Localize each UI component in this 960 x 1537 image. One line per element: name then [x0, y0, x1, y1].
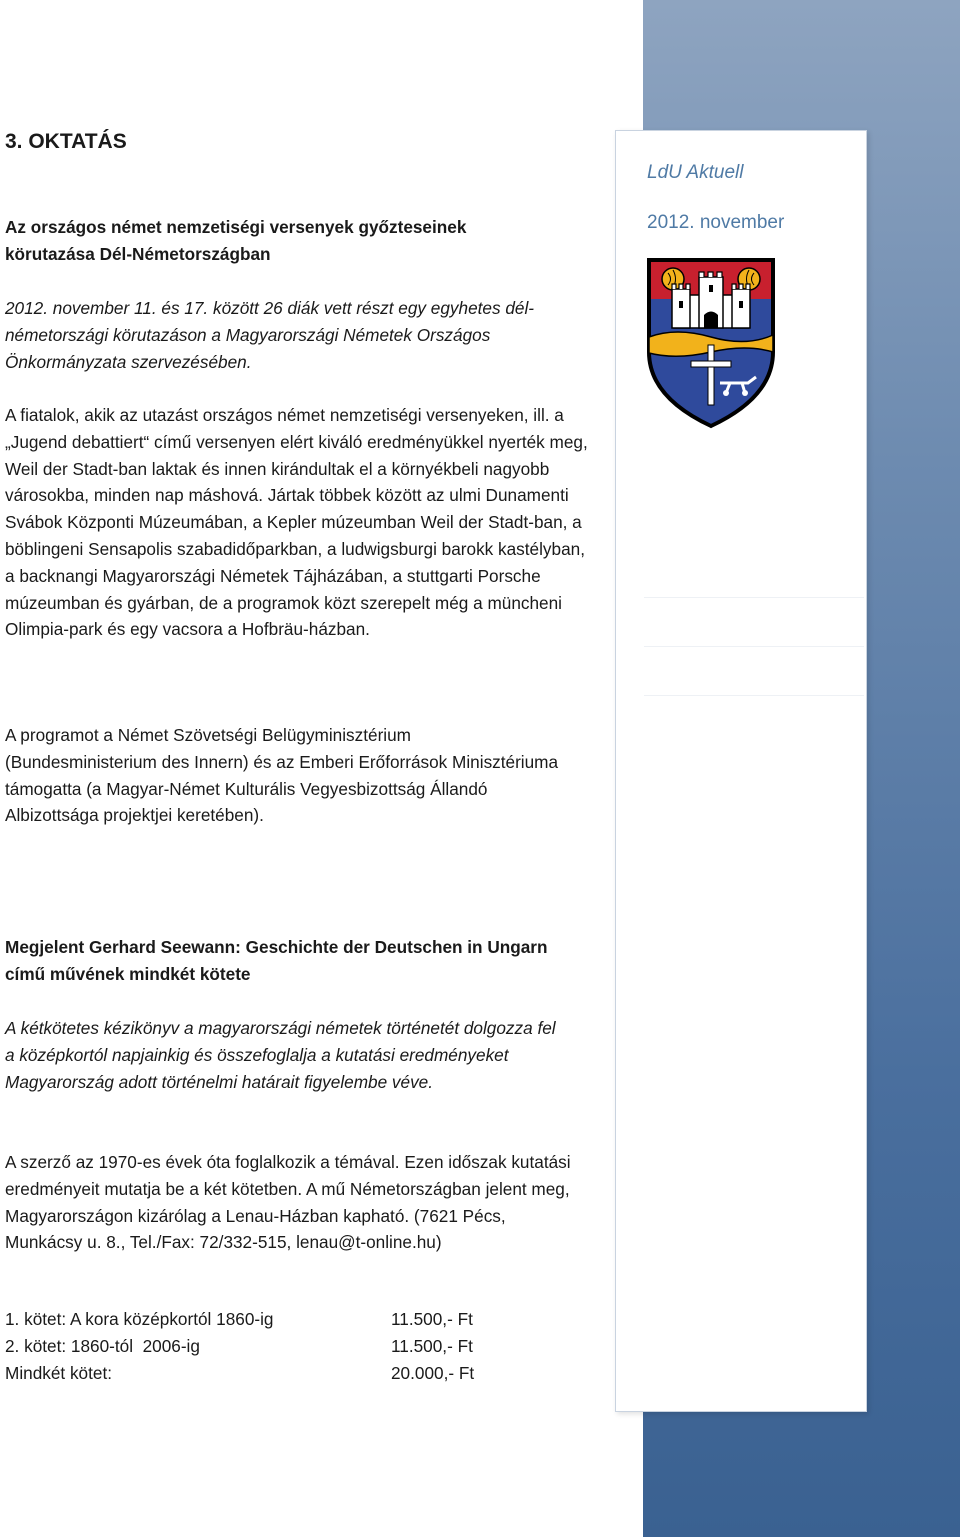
article2-headline: Megjelent Gerhard Seewann: Geschichte der Deutschen in Ungarn című művének mindkét kötete: [5, 937, 548, 984]
coat-of-arms-icon: [646, 257, 776, 429]
sidebar-panel: [615, 130, 867, 1412]
article1-headline: Az országos német nemzetiségi versenyek győzteseinek körutazása Dél-Németországban: [5, 217, 467, 264]
price-list: [5, 1306, 565, 1387]
article2-lead: A kétkötetes kézikönyv a magyarországi németek történetét dolgozza fel a középkortól napjainkig és összefoglalja a kutatási eredményeket Magyarország adott történelmi határait figyelembe véve.: [5, 1018, 556, 1092]
publication-name: LdU Aktuell: [647, 162, 744, 183]
price-row: [5, 1333, 565, 1360]
sidebar-divider: [644, 646, 864, 647]
price-value: 11.500,- Ft: [391, 1336, 473, 1356]
price-value: 20.000,- Ft: [391, 1363, 475, 1383]
article1-paragraph: A programot a Német Szövetségi Belügyminisztérium (Bundesministerium des Innern) és az Emberi Erőforrások Minisztériuma támogatta (a Magyar-Német Kulturális Vegyesbizottság Állandó Albizottsága projektjei keretében).: [5, 725, 559, 826]
price-row: [5, 1306, 565, 1333]
price-value: 11.500,- Ft: [391, 1309, 473, 1329]
section-title: 3. OKTATÁS: [5, 130, 127, 153]
issue-date: 2012. november: [647, 212, 785, 233]
price-row: [5, 1360, 565, 1387]
price-label: Mindkét kötet:: [5, 1363, 112, 1383]
article1-intro: 2012. november 11. és 17. között 26 diák vett részt egy egyhetes dél-németországi körutazáson a Magyarországi Németek Országos Önkormányzata szervezésében.: [5, 298, 534, 372]
article2-body: A szerző az 1970-es évek óta foglalkozik a témával. Ezen időszak kutatási eredményeit mutatja be a két kötetben. A mű Németországban jelent meg, Magyarországon kizárólag a Lenau-Házban kapható. (7621 Pécs, Munkácsy u. 8., Tel./Fax: 72/332-515, lenau@t-online.hu): [5, 1152, 571, 1253]
price-label: 1. kötet: A kora középkortól 1860-ig: [5, 1309, 274, 1329]
sidebar-divider: [644, 695, 864, 696]
price-label: 2. kötet: 1860-tól 2006-ig: [5, 1336, 200, 1356]
sidebar-divider: [644, 597, 864, 598]
article1-paragraph: A fiatalok, akik az utazást országos német nemzetiségi versenyeken, ill. a „Jugend debattiert“ című versenyen elért kiváló eredményükkel nyerték meg, Weil der Stadt-ban laktak és innen kirándultak el a környékbeli nagyobb városokba, minden nap máshová. Jártak többek között az ulmi Dunamenti Svábok Központi Múzeumában, a Kepler múzeumban Weil der Stadt-ban, a böblingeni Sensapolis szabadidőparkban, a ludwigsburgi barokk kastélyban, a backnangi Magyarországi Németek Tájházában, a stuttgarti Porsche múzeumban és gyárban, de a programok közt szerepelt még a müncheni Olimpia-park és egy vacsora a Hofbräu-házban.: [5, 405, 588, 640]
